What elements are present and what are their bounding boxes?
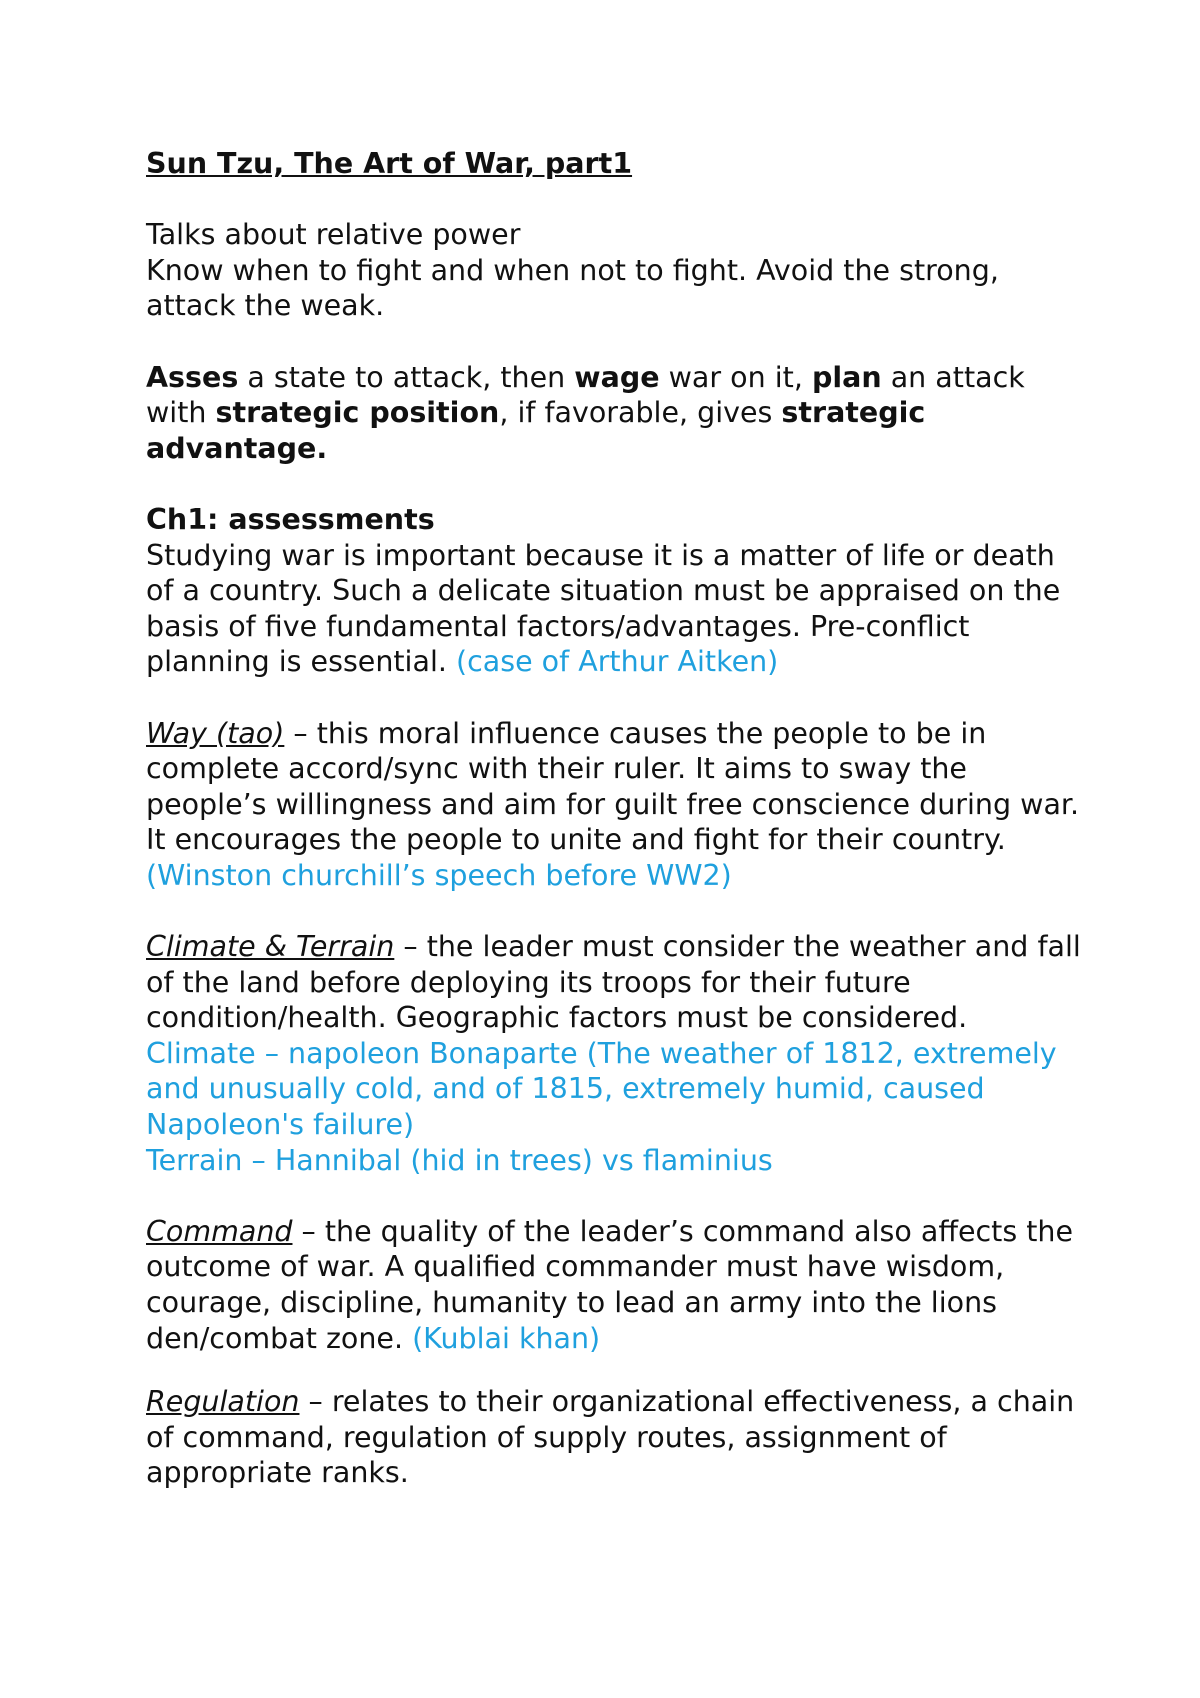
way-paragraph	[146, 716, 1086, 894]
climate-body: – the leader must consider the weather and fall of the land before deploying its troops for their future condition/health. Geographic factors must be considered.	[146, 930, 1081, 1035]
command-term: Command	[146, 1214, 293, 1248]
chapter-body: Studying war is important because it is a matter of life or death of a country. Such a delicate situation must be appraised on the basis of five fundamental factors/advantages. Pre-conflict planning is essential.	[146, 538, 1061, 679]
chapter-heading: Ch1: assessments	[146, 502, 435, 536]
way-term	[146, 717, 284, 750]
climate-term: Climate & Terrain	[146, 930, 395, 964]
way-term-part: (tao)	[216, 716, 285, 750]
way-example: (Winston churchill’s speech before WW2)	[146, 858, 732, 892]
way-body: – this moral influence causes the people to be in complete accord/sync with their ruler. It aims to sway the people’s willingness and aim for guilt free conscience during war. It encourages the people to unite and fight for their country.	[146, 716, 1080, 857]
climate-example: Climate – napoleon Bonaparte (The weather of 1812, extremely and unusually cold, and of 1815, extremely humid, caused Napoleon's failure)	[146, 1036, 1057, 1142]
summary-text: , if favorable, gives	[499, 396, 782, 430]
summary-paragraph	[146, 360, 1086, 467]
intro-line-1: Talks about relative power	[146, 218, 521, 252]
summary-bold-plan: plan	[811, 360, 882, 394]
way-term-part: Way	[146, 716, 217, 750]
terrain-example: Terrain – Hannibal (hid in trees) vs flaminius	[146, 1143, 773, 1177]
document-title: Sun Tzu, The Art of War, part1	[146, 147, 633, 180]
climate-paragraph	[146, 929, 1086, 1036]
intro-line-2: Know when to fight and when not to fight. Avoid the strong, attack the weak.	[146, 253, 999, 323]
command-paragraph	[146, 1214, 1086, 1356]
command-example: (Kublai khan)	[412, 1321, 601, 1355]
regulation-body: – relates to their organizational effectiveness, a chain of command, regulation of supply routes, assignment of appropriate ranks.	[146, 1385, 1075, 1490]
chapter-paragraph	[146, 538, 1086, 680]
chapter-example: (case of Arthur Aitken)	[455, 645, 779, 679]
document-body	[146, 146, 1086, 1491]
summary-bold-strategic-advantage: strategic advantage.	[146, 396, 926, 465]
command-body: – the quality of the leader’s command also affects the outcome of war. A qualified commander must have wisdom, courage, discipline, humanity to lead an army into the lions den/combat zone.	[146, 1214, 1074, 1355]
summary-bold-asses: Asses	[146, 360, 239, 394]
summary-text: an attack with	[146, 360, 1025, 430]
regulation-paragraph	[146, 1384, 1086, 1491]
summary-text: war on it,	[659, 360, 812, 394]
summary-text: a state to attack, then	[238, 360, 575, 394]
summary-bold-strategic-position: strategic position	[215, 396, 500, 430]
regulation-term: Regulation	[146, 1385, 300, 1419]
summary-bold-wage: wage	[574, 360, 660, 394]
